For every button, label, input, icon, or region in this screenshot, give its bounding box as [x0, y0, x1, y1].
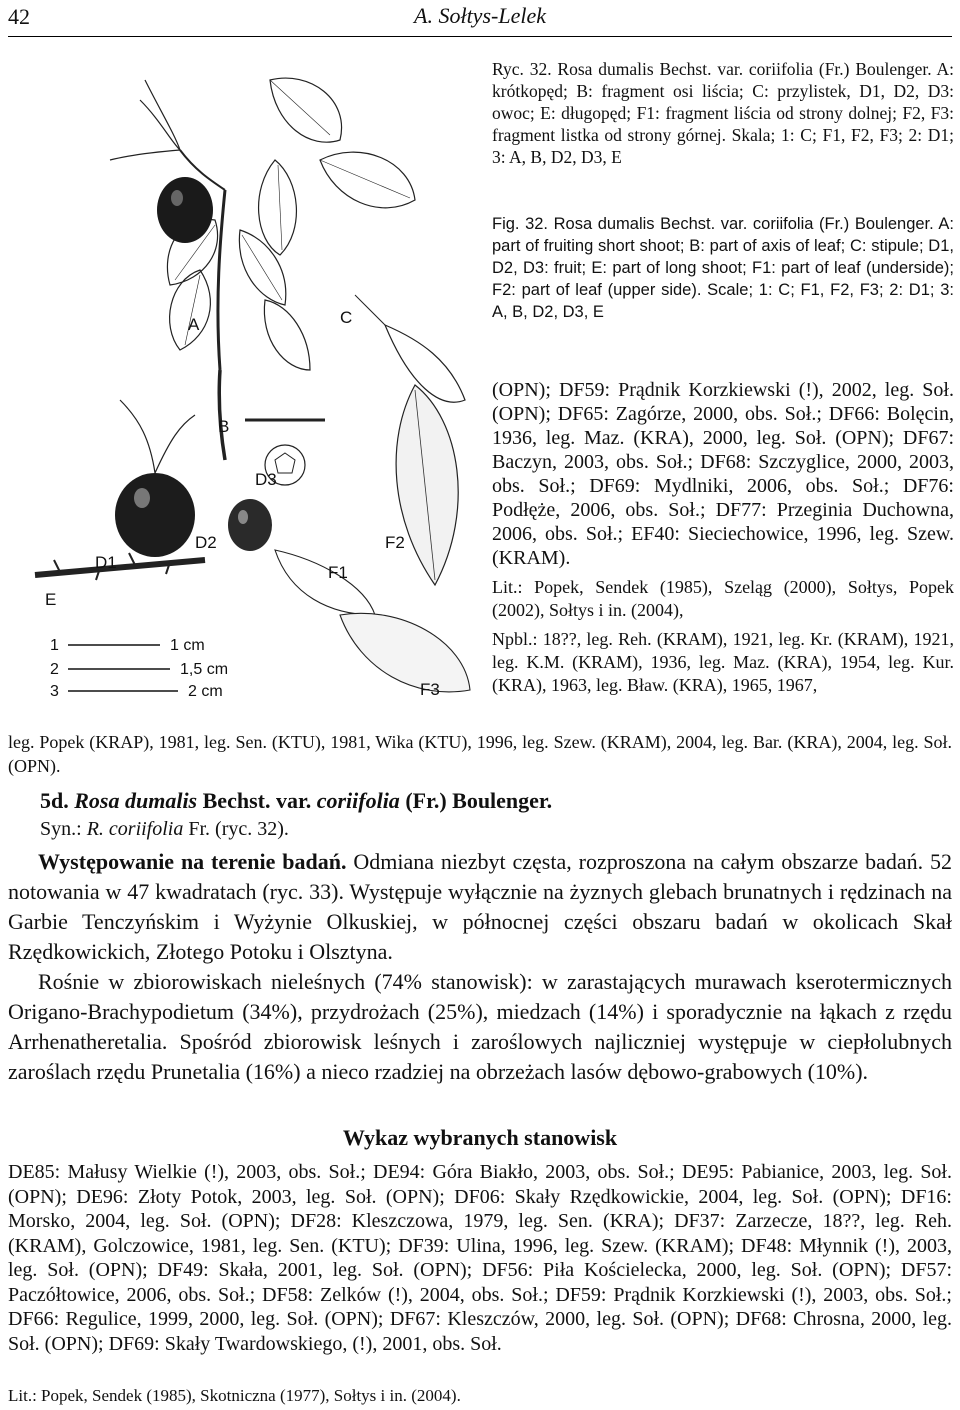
- header-rule: [8, 36, 952, 37]
- running-author: A. Sołtys-Lelek: [414, 3, 546, 28]
- synonym-line: [40, 818, 289, 841]
- label-F1: F1: [328, 563, 348, 582]
- label-D1: D1: [95, 553, 117, 572]
- scale-2-length: 1,5 cm: [180, 661, 229, 678]
- label-D3: D3: [255, 470, 277, 489]
- occurrence-paragraph: [8, 847, 952, 967]
- right-literature: Lit.: Popek, Sendek (1985), Szeląg (2000), Sołtys, Popek (2002), Sołtys i in. (2004),: [492, 577, 954, 620]
- scale-1-length: 1 cm: [170, 637, 205, 654]
- right-column-localities: [492, 378, 954, 697]
- localities-continued: (OPN); DF59: Prądnik Korzkiewski (!), 2002, leg. Soł. (OPN); DF65: Zagórze, 2000, obs. Soł.; DF66: Bolęcin, 1936, leg. Maz. (KRA), 2000, leg. Soł. (OPN); DF67: Baczyn, 2003, obs. Soł.; DF68: Szczyglice, 2000, 2003, obs. Soł.; DF69: Mydlniki, 2006, obs. Soł.; DF76: Podłęże, 2006, obs. Soł.; DF77: Przeginia Duchowna, 2006, obs. Soł.; EF40: Sieciechowice, 1996, leg. Szew. (KRAM).: [492, 379, 954, 569]
- bottom-literature: Lit.: Popek, Sendek (1985), Skotniczna (1977), Sołtys i in. (2004).: [8, 1386, 461, 1405]
- synonym-name: R. coriifolia: [86, 818, 184, 840]
- habitat-paragraph: Rośnie w zbiorowiskach nieleśnych (74% stanowisk): w zarastających murawach kserotermicznych Origano-Brachypodietum (34%), przydrożach (25%), miedzach (14%) i sporadycznie na łąkach z rzędu Arrhenatheretalia. Spośród zbiorowisk leśnych i zaroślowych najliczniej występuje w ciepłolubnych zaroślach rzędu Prunetalia (16%) a nieco rzadziej na obrzeżach lasów dębowo-grabowych (10%).: [8, 969, 952, 1084]
- label-C: C: [340, 308, 353, 327]
- label-F3: F3: [420, 680, 440, 699]
- label-B: B: [218, 417, 230, 436]
- taxon-variety-author: (Fr.) Boulenger.: [405, 788, 553, 813]
- label-E: E: [45, 590, 57, 609]
- taxon-heading: [40, 788, 552, 814]
- taxon-number: 5d.: [40, 788, 69, 813]
- synonym-rest: Fr. (ryc. 32).: [188, 818, 289, 840]
- label-D2: D2: [195, 533, 217, 552]
- page-number: 42: [8, 4, 30, 29]
- scale-1-label: 1: [50, 637, 59, 654]
- occurrence-heading: Występowanie na terenie badań.: [38, 849, 347, 874]
- taxon-name: Rosa dumalis: [74, 788, 198, 813]
- main-text: [8, 847, 952, 1087]
- localities-list: DE85: Małusy Wielkie (!), 2003, obs. Soł.; DE94: Góra Biakło, 2003, obs. Soł.; DE95: Pabianice, 2003, leg. Soł. (OPN); DE96: Złoty Potok, 2003, leg. Soł. (OPN); DF06: Skały Rzędkowickie, 2004, leg. Soł. (OPN); DF16: Morsko, 2004, leg. Soł. (OPN); DF28: Kleszczowa, 1979, leg. Sen. (KRA); DF37: Zarzecze, 18??, leg. Reh. (KRAM), Golczowice, 1981, leg. Sen. (KTU); DF39: Ulina, 1996, leg. Szew. (KRAM); DF48: Młynnik (!), 2003, leg. Soł. (OPN); DF49: Skała, 2001, leg. Soł. (OPN); DF56: Piła Kościelecka, 2000, leg. Soł. (OPN); DF57: Paczółtowice, 2006, obs. Soł.; DF58: Zelków (!), 2004, obs. Soł.; DF59: Prądnik Korzkiewski (!), 2003, obs. Soł.; DF66: Regulice, 1999, 2000, leg. Soł. (OPN); DF67: Kleszczów, 2000, leg. Soł. (OPN); DF68: Chrosna, 2000, leg. Soł. (OPN); DF69: Skały Twardowskiego, (!), 2001, obs. Soł.: [8, 1161, 952, 1355]
- label-F2: F2: [385, 533, 405, 552]
- localities-title: Wykaz wybranych stanowisk: [342, 1125, 618, 1150]
- scale-3-length: 2 cm: [188, 683, 223, 700]
- taxon-author: Bechst. var.: [202, 788, 312, 813]
- right-unpublished: Npbl.: 18??, leg. Reh. (KRAM), 1921, leg. Kr. (KRAM), 1921, leg. K.M. (KRAM), 1936, leg. Maz. (KRA), 1954, leg. Kur. (KRA), 1963, leg. Bław. (KRA), 1965, 1967,: [492, 629, 954, 695]
- label-A: A: [188, 315, 200, 334]
- scale-3-label: 3: [50, 683, 59, 700]
- unpublished-continuation: leg. Popek (KRAP), 1981, leg. Sen. (KTU), 1981, Wika (KTU), 1996, leg. Szew. (KRAM), 2004, leg. Bar. (KRA), 2004, leg. Soł. (OPN).: [8, 732, 952, 776]
- scale-2-label: 2: [50, 661, 59, 678]
- figure-caption-english: Fig. 32. Rosa dumalis Bechst. var. coriifolia (Fr.) Boulenger. A: part of fruiting short shoot; B: part of axis of leaf; C: stipule; D1, D2, D3: fruit; E: part of long shoot; F1: part of leaf (underside); F2: part of leaf (upper side). Scale; 1: C; F1, F2, F3; 2: D1; 3: A, B, D2, D3, E: [492, 215, 954, 321]
- synonym-label: Syn.:: [40, 818, 82, 840]
- taxon-variety: coriifolia: [316, 788, 400, 813]
- botanical-illustration: [20, 40, 490, 730]
- figure-caption-polish: Ryc. 32. Rosa dumalis Bechst. var. coriifolia (Fr.) Boulenger. A: krótkopęd; B: fragment osi liścia; C: przylistek, D1, D2, D3: owoc; E: długopęd; F1: fragment liścia od strony dolnej; F2, F3: fragment listka od strony górnej. Skala; 1: C; F1, F2, F3; 2: D1; 3: A, B, D2, D3, E: [492, 59, 954, 167]
- occurrence-text: Odmiana niezbyt częsta, rozproszona na całym obszarze badań. 52 notowania w 47 kwadratach (ryc. 33). Występuje wyłącznie na żyznych glebach brunatnych i rędzinach na Garbie Tenczyńskim i Wyżynie Olkuskiej, w północnej części obszaru badań w okolicach Skał Rzędkowickich, Złotego Potoku i Olsztyna.: [8, 849, 952, 964]
